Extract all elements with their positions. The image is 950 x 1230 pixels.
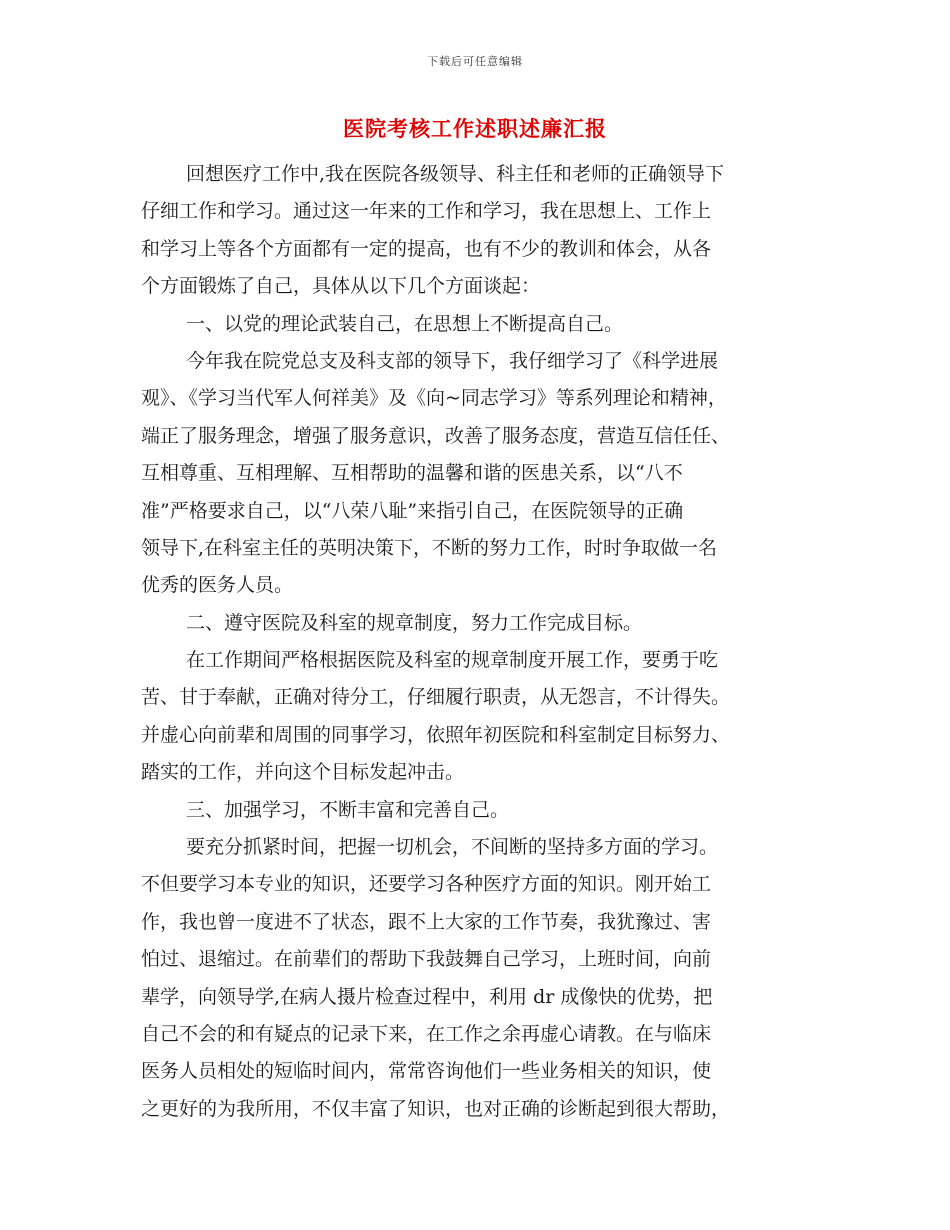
body-line: 并虚心向前辈和周围的同事学习，依照年初医院和科室制定目标努力、 — [141, 723, 731, 746]
body-line: 之更好的为我所用，不仅丰富了知识，也对正确的诊断起到很大帮助， — [141, 1097, 731, 1120]
body-line: 医务人员相处的短临时间内，常常咨询他们一些业务相关的知识，使 — [141, 1060, 712, 1083]
body-line: 和学习上等各个方面都有一定的提高，也有不少的教训和体会，从各 — [141, 237, 712, 260]
body-line: 优秀的医务人员。 — [141, 574, 294, 597]
body-line: 端正了服务理念，增强了服务意识，改善了服务态度，营造互信任任、 — [141, 424, 731, 447]
body-line: 踏实的工作，并向这个目标发起冲击。 — [141, 761, 465, 784]
body-line: 苦、甘于奉献，正确对待分工，仔细履行职责，从无怨言，不计得失。 — [141, 686, 731, 709]
document-body — [141, 156, 817, 1128]
body-line: 仔细工作和学习。通过这一年来的工作和学习，我在思想上、工作上 — [141, 200, 712, 223]
body-line: 自己不会的和有疑点的记录下来，在工作之余再虚心请教。在与临床 — [141, 1022, 712, 1045]
body-line: 领导下,在科室主任的英明决策下，不断的努力工作，时时争取做一名 — [141, 536, 718, 559]
body-line: 个方面锻炼了自己，具体从以下几个方面谈起： — [141, 275, 541, 298]
body-line: 要充分抓紧时间，把握一切机会，不间断的坚持多方面的学习。 — [186, 836, 719, 859]
body-line: 回想医疗工作中,我在医院各级领导、科主任和老师的正确领导下 — [186, 163, 725, 185]
body-line: 今年我在院党总支及科支部的领导下，我仔细学习了《科学进展 — [186, 349, 719, 372]
body-line: 不但要学习本专业的知识，还要学习各种医疗方面的知识。刚开始工 — [141, 873, 712, 896]
body-line: 三、加强学习，不断丰富和完善自己。 — [186, 798, 510, 821]
body-line: 怕过、退缩过。在前辈们的帮助下我鼓舞自己学习，上班时间，向前 — [141, 948, 712, 971]
body-line: 作，我也曾一度进不了状态，跟不上大家的工作节奏，我犹豫过、害 — [141, 910, 712, 933]
body-line: 辈学，向领导学,在病人摄片检查过程中，利用 dr 成像快的优势，把 — [141, 985, 713, 1008]
document-title: 医院考核工作述职述廉汇报 — [343, 117, 607, 141]
body-line: 二、遵守医院及科室的规章制度，努力工作完成目标。 — [186, 611, 643, 634]
body-line: 在工作期间严格根据医院及科室的规章制度开展工作，要勇于吃 — [186, 649, 719, 672]
body-line: 观》、《学习当代军人何祥美》及《向~同志学习》等系列理论和精神， — [141, 387, 727, 410]
body-line: 准”严格要求自己，以“八荣八耻”来指引自己，在医院领导的正确 — [141, 499, 684, 522]
body-line: 一、以党的理论武装自己，在思想上不断提高自己。 — [186, 312, 624, 335]
header-note: 下载后可任意编辑 — [427, 55, 523, 68]
body-line: 互相尊重、互相理解、互相帮助的温馨和谐的医患关系，以“八不 — [141, 462, 683, 485]
